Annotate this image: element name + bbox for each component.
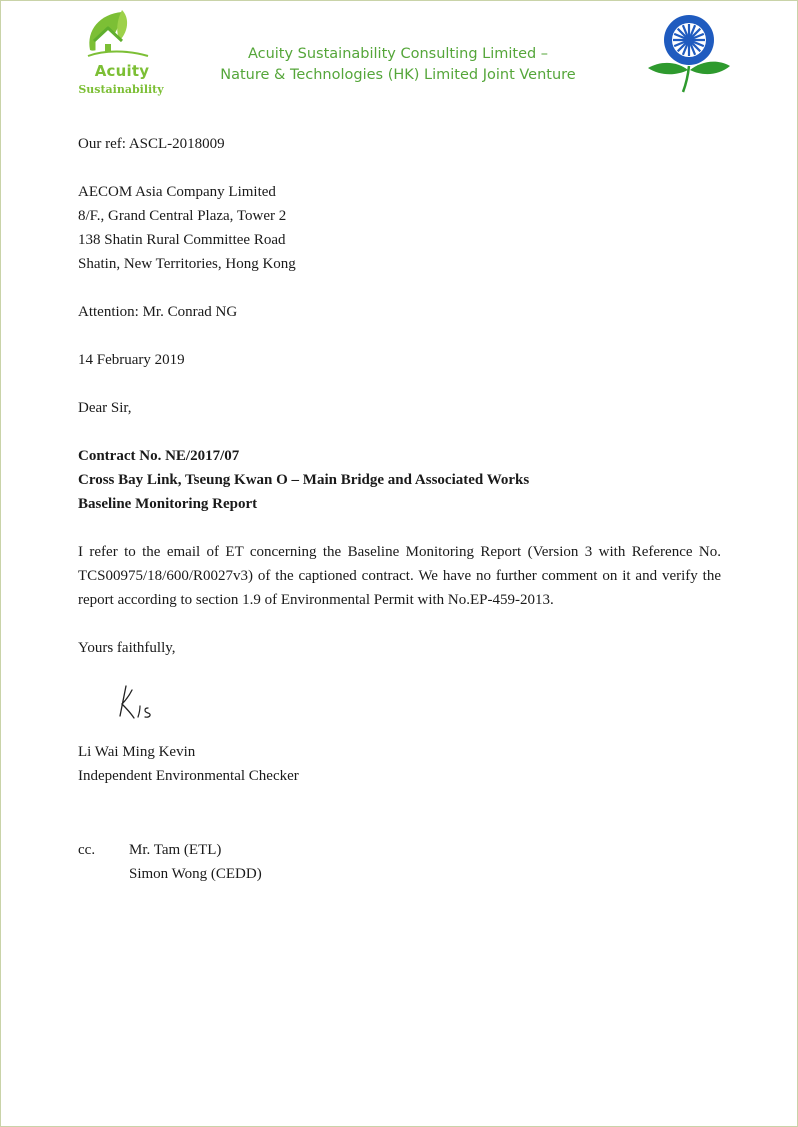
recipient-address-line-3: Shatin, New Territories, Hong Kong [78, 256, 296, 272]
letterhead-title-line-2: Nature & Technologies (HK) Limited Joint Venture [220, 67, 576, 83]
cc-label: cc. [78, 842, 96, 858]
logo-wordmark-sustainability: Sustainability [78, 83, 164, 96]
acuity-logo [78, 6, 164, 98]
attention-line: Attention: Mr. Conrad NG [78, 304, 238, 320]
recipient-address-line-1: 8/F., Grand Central Plaza, Tower 2 [78, 208, 287, 224]
signatory-name: Li Wai Ming Kevin [78, 744, 196, 760]
our-reference: Our ref: ASCL-2018009 [78, 136, 225, 152]
subject-report: Baseline Monitoring Report [78, 496, 258, 512]
logo-wordmark-acuity: Acuity [94, 62, 150, 80]
subject-project: Cross Bay Link, Tseung Kwan O – Main Bridge and Associated Works [78, 472, 530, 488]
letter-date: 14 February 2019 [78, 352, 185, 368]
cc-recipient: Mr. Tam (ETL) [129, 842, 222, 858]
recipient-address-line-2: 138 Shatin Rural Committee Road [78, 232, 286, 248]
subject-contract-no: Contract No. NE/2017/07 [78, 448, 240, 464]
nature-technologies-logo [646, 10, 732, 96]
closing: Yours faithfully, [78, 640, 176, 656]
body-paragraph: I refer to the email of ET concerning the Baseline Monitoring Report (Version 3 with Reference No. TCS00975/18/600/R0027v3) of the captioned contract. We have no further comment on it and verify the report according to section 1.9 of Environmental Permit with No.EP-459-2013. [78, 544, 721, 608]
handwritten-signature [112, 680, 160, 724]
cc-recipient: Simon Wong (CEDD) [129, 866, 262, 882]
signatory-title: Independent Environmental Checker [78, 768, 299, 784]
cc-list [129, 838, 262, 886]
letterhead-title [196, 44, 600, 86]
house-leaf-icon [78, 6, 164, 66]
letterhead-title-line-1: Acuity Sustainability Consulting Limited – [247, 46, 549, 62]
recipient-company: AECOM Asia Company Limited [78, 184, 276, 200]
salutation: Dear Sir, [78, 400, 132, 416]
wheel-flower-icon [646, 10, 732, 96]
